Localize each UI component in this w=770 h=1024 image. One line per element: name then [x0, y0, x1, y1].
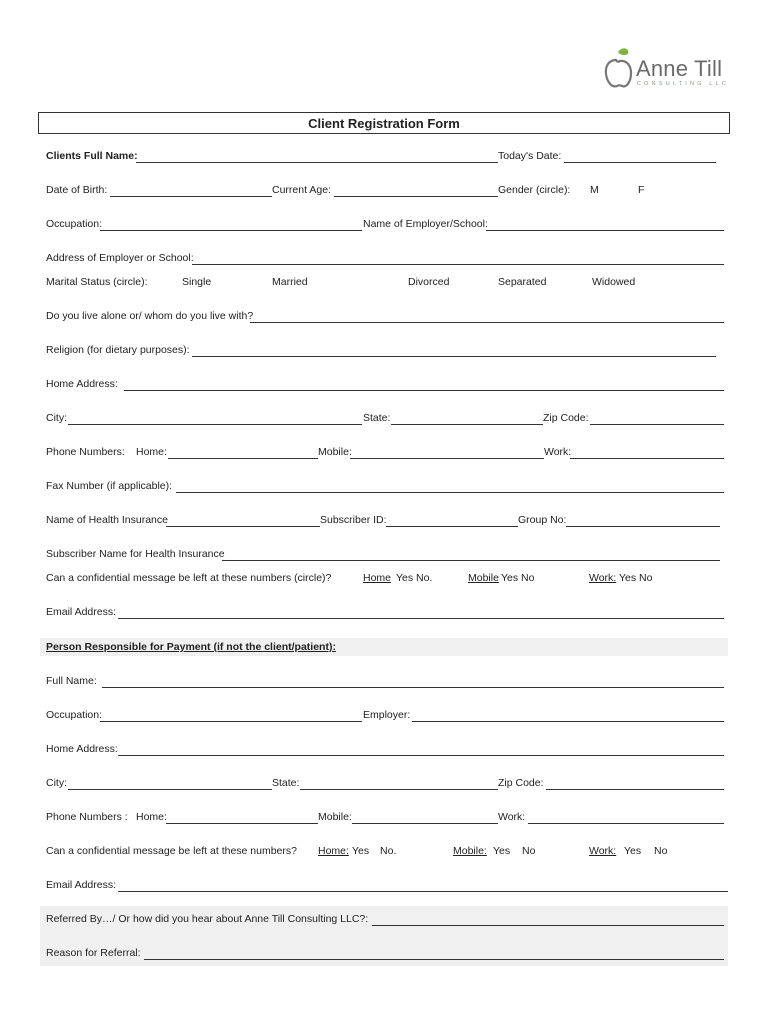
subscriber-id-label: Subscriber ID: — [320, 514, 387, 526]
mobile-phone-field[interactable] — [350, 458, 544, 459]
gender-label: Gender (circle): — [498, 184, 571, 196]
payment-confidential-work-label: Work: — [589, 845, 617, 857]
payment-home-address-label: Home Address: — [46, 743, 118, 755]
referral-reason-label: Reason for Referral: — [46, 947, 141, 959]
payment-work-no-option[interactable]: No — [654, 845, 668, 857]
referred-by-field[interactable] — [372, 925, 724, 926]
row-name-date — [46, 149, 726, 165]
row-religion — [46, 343, 726, 359]
payment-confidential-question: Can a confidential message be left at these numbers? — [46, 845, 297, 857]
row-referred-by — [46, 912, 726, 928]
group-no-label: Group No: — [518, 514, 567, 526]
row-subscriber-name — [46, 547, 726, 563]
row-fax — [46, 479, 726, 495]
payment-mobile-phone-field[interactable] — [352, 823, 498, 824]
payment-work-phone-label: Work: — [498, 811, 526, 823]
payment-work-yes-option[interactable]: Yes — [624, 845, 642, 857]
row-payment-confidential — [46, 844, 726, 860]
dob-label: Date of Birth: — [46, 184, 108, 196]
marital-widowed-option[interactable]: Widowed — [592, 276, 636, 288]
live-with-label: Do you live alone or/ whom do you live with? — [46, 310, 254, 322]
row-email — [46, 605, 726, 621]
row-confidential — [46, 571, 726, 587]
home-address-field[interactable] — [124, 390, 724, 391]
payment-zip-field[interactable] — [546, 789, 724, 790]
row-home-address — [46, 377, 726, 393]
health-insurance-field[interactable] — [166, 526, 320, 527]
confidential-work-options[interactable]: Yes No — [619, 572, 653, 584]
payment-zip-label: Zip Code: — [498, 777, 544, 789]
logo-subtitle: CONSULTING LLC — [637, 81, 730, 87]
apple-logo-icon — [600, 46, 636, 94]
row-payment-heading — [46, 640, 726, 656]
row-payment-full-name — [46, 674, 726, 690]
marital-single-option[interactable]: Single — [182, 276, 212, 288]
payment-phone-numbers-label: Phone Numbers : — [46, 811, 128, 823]
health-insurance-label: Name of Health Insurance — [46, 514, 168, 526]
row-insurance — [46, 513, 726, 529]
logo-name: Anne Till — [636, 56, 723, 81]
marital-divorced-option[interactable]: Divorced — [408, 276, 450, 288]
employer-address-field[interactable] — [192, 264, 724, 265]
payment-city-label: City: — [46, 777, 67, 789]
current-age-label: Current Age: — [272, 184, 331, 196]
payment-full-name-field[interactable] — [102, 687, 724, 688]
referred-by-label: Referred By…/ Or how did you hear about Anne Till Consulting LLC?: — [46, 913, 369, 925]
row-marital — [46, 275, 726, 291]
confidential-question: Can a confidential message be left at these numbers (circle)? — [46, 572, 332, 584]
company-logo — [600, 44, 730, 94]
payment-home-address-field[interactable] — [118, 755, 724, 756]
current-age-field[interactable] — [334, 196, 498, 197]
payment-mobile-no-option[interactable]: No — [522, 845, 536, 857]
subscriber-name-label: Subscriber Name for Health Insurance — [46, 548, 225, 560]
row-city — [46, 411, 726, 427]
confidential-home-options[interactable]: Yes No. — [396, 572, 433, 584]
row-live-with — [46, 309, 726, 325]
home-address-label: Home Address: — [46, 378, 118, 390]
home-phone-label: Home: — [136, 446, 167, 458]
referral-reason-field[interactable] — [144, 959, 724, 960]
confidential-mobile-label: Mobile — [468, 572, 499, 584]
mobile-phone-label: Mobile: — [318, 446, 352, 458]
group-no-field[interactable] — [566, 526, 720, 527]
payment-state-field[interactable] — [300, 789, 498, 790]
occupation-label: Occupation: — [46, 218, 103, 230]
confidential-work-label: Work: — [589, 572, 617, 584]
row-occupation — [46, 217, 726, 233]
employer-school-label: Name of Employer/School: — [363, 218, 488, 230]
subscriber-name-field[interactable] — [222, 560, 720, 561]
row-payment-home-address — [46, 742, 726, 758]
payment-employer-label: Employer: — [363, 709, 411, 721]
payment-work-phone-field[interactable] — [528, 823, 724, 824]
payment-full-name-label: Full Name: — [46, 675, 97, 687]
row-payment-occupation — [46, 708, 726, 724]
zip-label: Zip Code: — [543, 412, 589, 424]
payment-home-no-option[interactable]: No. — [380, 845, 397, 857]
subscriber-id-field[interactable] — [386, 526, 518, 527]
row-referral-reason — [46, 946, 726, 962]
row-employer-address — [46, 251, 726, 267]
payment-home-phone-label: Home: — [136, 811, 167, 823]
religion-field[interactable] — [192, 356, 716, 357]
live-with-field[interactable] — [250, 322, 724, 323]
row-payment-phone — [46, 810, 726, 826]
occupation-field[interactable] — [100, 230, 362, 231]
zip-field[interactable] — [590, 424, 724, 425]
payment-occupation-field[interactable] — [100, 721, 362, 722]
row-payment-city — [46, 776, 726, 792]
payment-email-field[interactable] — [118, 891, 728, 892]
dob-field[interactable] — [110, 196, 272, 197]
payment-mobile-yes-option[interactable]: Yes — [493, 845, 511, 857]
row-dob — [46, 183, 726, 199]
religion-label: Religion (for dietary purposes): — [46, 344, 190, 356]
work-phone-label: Work: — [544, 446, 572, 458]
payment-email-label: Email Address: — [46, 879, 117, 891]
confidential-home-label: Home — [363, 572, 392, 584]
employer-school-field[interactable] — [486, 230, 724, 231]
payment-confidential-home-label: Home: — [318, 845, 349, 857]
state-label: State: — [363, 412, 391, 424]
payment-home-phone-field[interactable] — [166, 823, 318, 824]
city-label: City: — [46, 412, 67, 424]
work-phone-field[interactable] — [570, 458, 724, 459]
payment-confidential-mobile-label: Mobile: — [453, 845, 487, 857]
gender-m-option[interactable]: M — [590, 184, 599, 196]
todays-date-label: Today's Date: — [498, 150, 562, 162]
payment-mobile-phone-label: Mobile: — [318, 811, 352, 823]
fax-field[interactable] — [176, 492, 724, 493]
clients-full-name-label: Clients Full Name: — [46, 150, 138, 162]
payment-state-label: State: — [272, 777, 300, 789]
marital-married-option[interactable]: Married — [272, 276, 308, 288]
city-field[interactable] — [68, 424, 362, 425]
row-payment-email — [46, 878, 726, 894]
form-title: Client Registration Form — [38, 112, 730, 134]
marital-separated-option[interactable]: Separated — [498, 276, 547, 288]
email-field[interactable] — [118, 618, 724, 619]
clients-full-name-field[interactable] — [136, 162, 498, 163]
gender-f-option[interactable]: F — [638, 184, 645, 196]
phone-numbers-label: Phone Numbers: — [46, 446, 125, 458]
marital-status-label: Marital Status (circle): — [46, 276, 148, 288]
email-label: Email Address: — [46, 606, 117, 618]
payment-city-field[interactable] — [68, 789, 272, 790]
home-phone-field[interactable] — [168, 458, 318, 459]
payment-heading: Person Responsible for Payment (if not the client/patient): — [46, 641, 336, 653]
confidential-mobile-options[interactable]: Yes No — [501, 572, 535, 584]
fax-label: Fax Number (if applicable): — [46, 480, 173, 492]
payment-employer-field[interactable] — [412, 721, 724, 722]
todays-date-field[interactable] — [564, 162, 716, 163]
row-phone — [46, 445, 726, 461]
payment-home-yes-option[interactable]: Yes — [352, 845, 370, 857]
employer-address-label: Address of Employer or School: — [46, 252, 194, 264]
payment-occupation-label: Occupation: — [46, 709, 103, 721]
state-field[interactable] — [391, 424, 543, 425]
